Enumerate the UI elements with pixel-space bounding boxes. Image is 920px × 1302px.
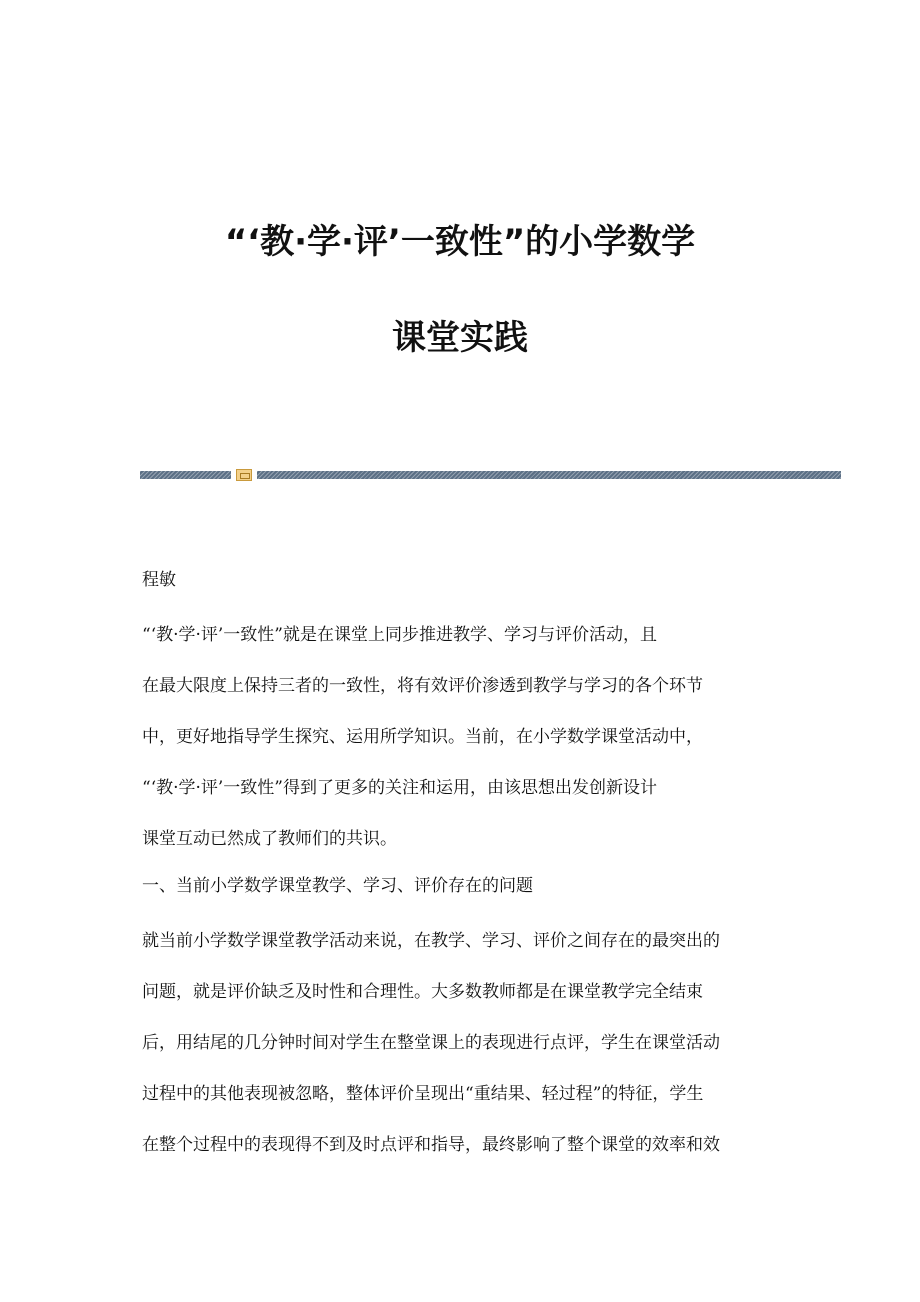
document-title-line-1: “‘教·学·评’一致性”的小学数学 bbox=[224, 222, 696, 262]
paragraph-line: 就当前小学数学课堂教学活动来说，在教学、学习、评价之间存在的最突出的 bbox=[142, 931, 720, 951]
title-divider-right bbox=[257, 471, 841, 479]
paragraph-line: 后，用结尾的几分钟时间对学生在整堂课上的表现进行点评，学生在课堂活动 bbox=[142, 1033, 720, 1053]
document-title-line-2: 课堂实践 bbox=[392, 318, 528, 358]
paragraph-line: 过程中的其他表现被忽略，整体评价呈现出“重结果、轻过程”的特征，学生 bbox=[142, 1084, 704, 1104]
title-divider-left bbox=[140, 471, 231, 479]
paragraph-problems bbox=[142, 930, 720, 1185]
paragraph-line: 在整个过程中的表现得不到及时点评和指导，最终影响了整个课堂的效率和效 bbox=[142, 1135, 720, 1155]
author-name: 程敏 bbox=[142, 570, 176, 590]
paragraph-line: 在最大限度上保持三者的一致性，将有效评价渗透到教学与学习的各个环节 bbox=[142, 676, 703, 696]
divider-ornament-icon bbox=[236, 469, 252, 481]
paragraph-line: 中，更好地指导学生探究、运用所学知识。当前，在小学数学课堂活动中， bbox=[142, 727, 703, 747]
paragraph-line: “‘教·学·评’一致性”就是在课堂上同步推进教学、学习与评价活动，且 bbox=[142, 625, 657, 645]
paragraph-line: 问题，就是评价缺乏及时性和合理性。大多数教师都是在课堂教学完全结束 bbox=[142, 982, 703, 1002]
paragraph-line: “‘教·学·评’一致性”得到了更多的关注和运用，由该思想出发创新设计 bbox=[142, 778, 657, 798]
paragraph-intro bbox=[142, 624, 703, 879]
section-heading-text: 一、当前小学数学课堂教学、学习、评价存在的问题 bbox=[142, 876, 533, 896]
paragraph-line: 课堂互动已然成了教师们的共识。 bbox=[142, 829, 397, 849]
section-heading bbox=[142, 875, 533, 926]
